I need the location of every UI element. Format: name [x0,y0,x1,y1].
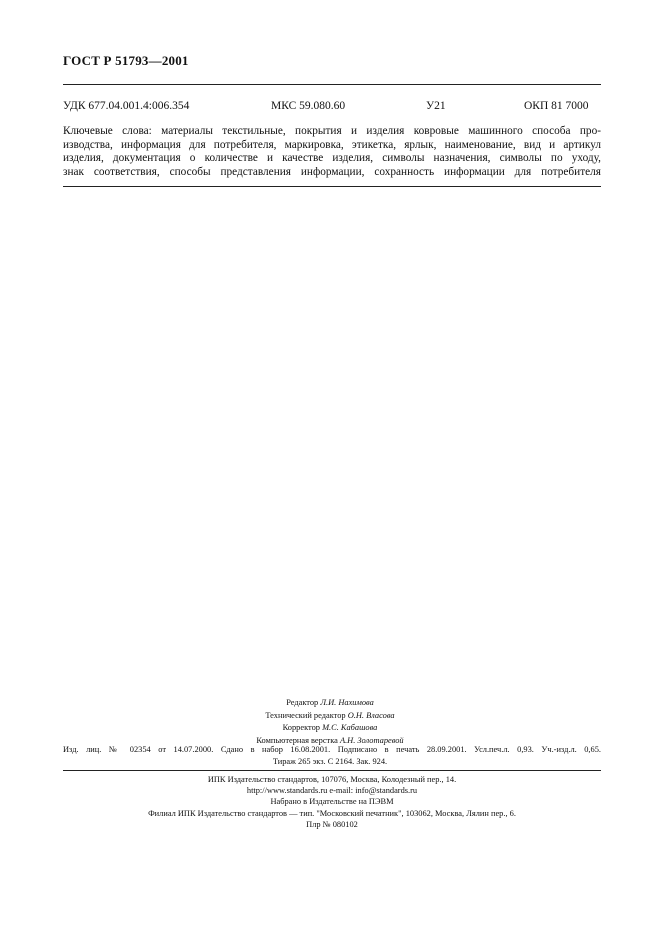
layout-label: Компьютерная верстка [256,735,338,745]
keywords-line: Ключевые слова: материалы текстильные, покрытия и изделия ковровые машинного способа про- [63,125,601,137]
imprint-line: Набрано в Издательстве на ПЭВМ [270,797,394,807]
udk-code: УДК 677.04.001.4:006.354 [63,100,190,112]
proofreader-name: М.С. Кабашова [322,723,378,733]
imprint-line: http://www.standards.ru e-mail: info@standards.ru [246,786,418,796]
tech-editor-name: О.Н. Власова [347,710,395,720]
okp-code: ОКП 81 7000 [524,100,589,112]
layout-name: А.Н. Золотаревой [339,735,404,745]
editor-label: Редактор [286,698,319,707]
header-divider [63,84,601,85]
tech-editor-credit [200,710,460,723]
publication-details: Изд. лиц. № 02354 от 14.07.2000. Сдано в набор 16.08.2001. Подписано в печать 28.09.2001. Усл.печ.л. 0,93. Уч.-изд.л. 0,65. [63,745,601,754]
credits-block [200,697,460,747]
imprint-line: Филиал ИПК Издательство стандартов — тип. "Московский печатник", 103062, Москва, Лялин пер., 6. [148,808,516,818]
keywords-line: изводства, информация для потребителя, маркировка, этикетка, ярлык, наименование, вид и артикул [63,138,601,151]
tech-editor-label: Технический редактор [265,710,346,720]
mks-code: МКС 59.080.60 [271,100,346,112]
keywords-paragraph [63,125,601,179]
keywords-line: знак соответствия, способы представления информации, сохранность информации для потребителя [63,165,601,178]
editor-credit [200,697,460,710]
proofreader-label: Корректор [282,723,320,733]
imprint-block [63,774,601,830]
editor-name: Л.И. Нахимова [320,698,374,707]
imprint-line: Плр № 080102 [306,819,358,829]
circulation-details: Тираж 265 экз. С 2164. Зак. 924. [272,757,388,766]
group-code: У21 [426,100,446,112]
keywords-line: изделия, документация о количестве и качестве изделия, символы назначения, символы по уходу, [63,152,601,164]
imprint-line: ИПК Издательство стандартов, 107076, Москва, Колодезный пер., 14. [207,775,457,784]
keywords-divider [63,186,601,187]
proofreader-credit [200,722,460,735]
imprint-divider [63,770,601,771]
document-title: ГОСТ Р 51793—2001 [63,53,189,68]
